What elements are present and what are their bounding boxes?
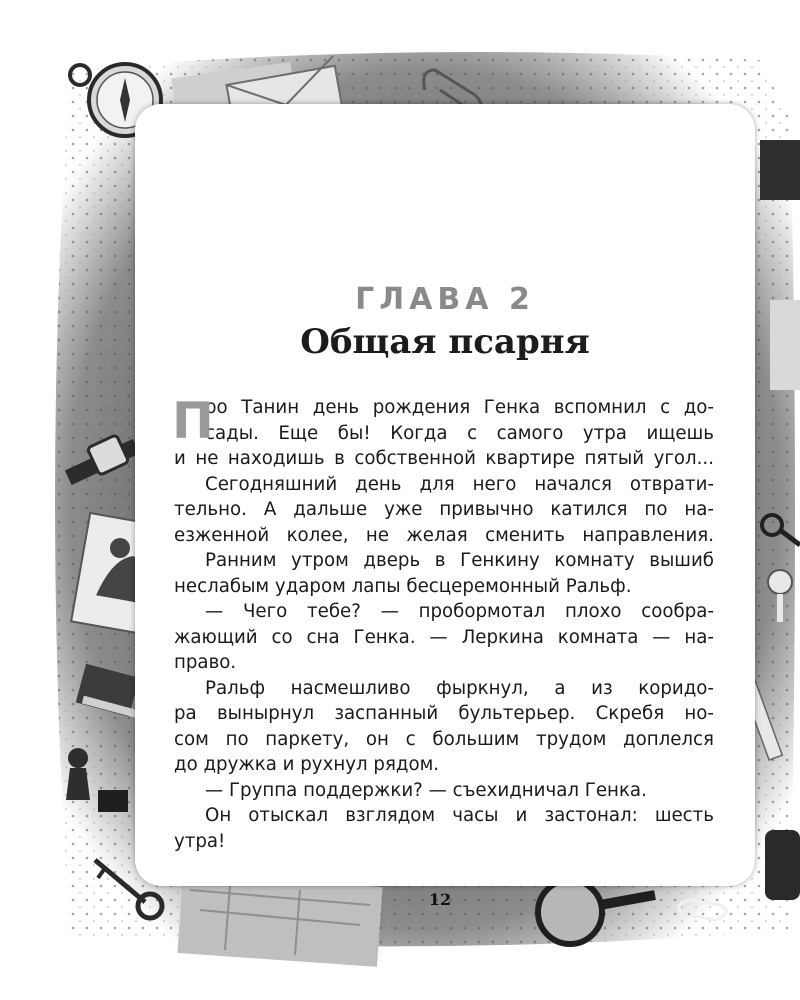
chapter-text — [172, 392, 714, 854]
chapter-label: ГЛАВА 2 — [355, 282, 535, 317]
text-line: утра! — [174, 830, 226, 852]
text-line: право. — [174, 652, 237, 673]
pouch-shape — [760, 140, 800, 200]
text-line: сады. Еще бы! Когда с самого утра ищешь — [205, 422, 714, 444]
text-line: и не находишь в собственной квартире пятый угол... — [174, 448, 714, 469]
text-line: неслабым ударом лапы бесцеремонный Ральф. — [174, 575, 632, 597]
text-line-content: ро Танин день рождения Генка вспомнил с до- — [205, 397, 714, 418]
text-line: Сегодняшний день для него начался отврати- — [205, 473, 714, 495]
text-line: Ральф насмешливо фыркнул, а из коридо- — [205, 677, 714, 699]
text-line: до дружка и рухнул рядом. — [174, 754, 440, 775]
text-line: сом по паркету, он с большим трудом доплелся — [174, 728, 714, 750]
text-line: — Группа поддержки? — съехидничал Генка. — [205, 779, 647, 801]
text-line: тельно. А дальше уже привычно катился по на- — [174, 499, 714, 520]
text-line: жающий со сна Генка. — Леркина комната — на- — [174, 626, 714, 648]
bottle-shape — [765, 830, 800, 900]
drop-cap: П — [172, 392, 214, 450]
text-line: Он отыскал взглядом часы и застонал: шесть — [205, 805, 714, 826]
chapter-title: Общая псарня — [300, 322, 590, 362]
text-line: Ранним утром дверь в Генкину комнату вышиб — [205, 550, 714, 571]
text-line: ра вынырнул заспанный бультерьер. Скребя но- — [174, 703, 714, 724]
page-number: 12 — [428, 890, 452, 909]
text-line: езженной колее, не желая сменить направления. — [174, 524, 714, 546]
text-line: — Чего тебе? — пробормотал плохо сообра- — [205, 601, 714, 622]
card-shape — [770, 300, 800, 390]
